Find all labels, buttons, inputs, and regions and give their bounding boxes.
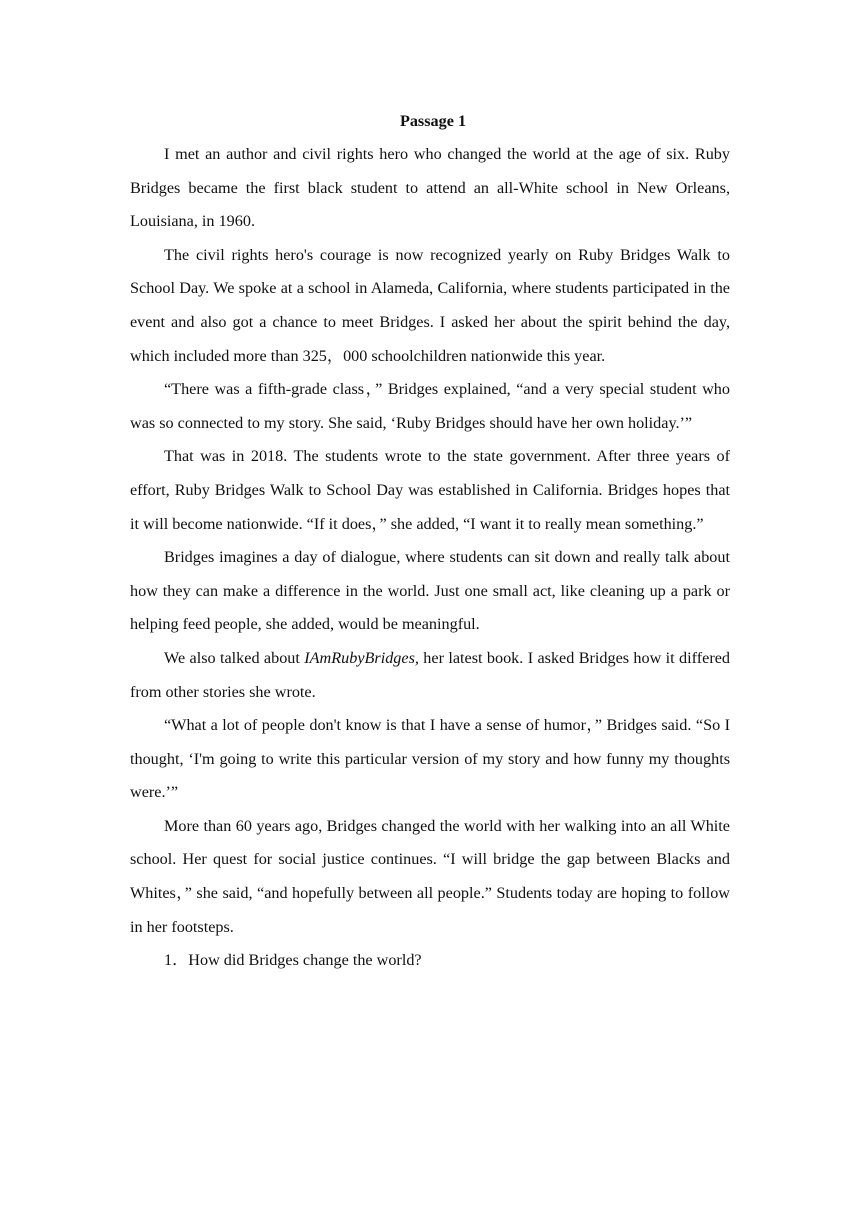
paragraph-6-after: her latest book. I asked Bridges how it differed from other stories she wrote. [130,648,730,701]
paragraph-6 [130,642,730,709]
paragraph-7: “What a lot of people don't know is that I have a sense of humor，” Bridges said. “So I thought, ‘I'm going to write this particular version of my story and how funny my thoughts were.’” [130,716,730,802]
paragraph-1: I met an author and civil rights hero who changed the world at the age of six. Ruby Bridges became the first black student to attend an all-White school in New Orleans, Louisiana, in 1960. [130,145,730,231]
passage-title: Passage 1 [399,112,467,130]
paragraph-3: “There was a fifth-grade class，” Bridges explained, “and a very special student who was so connected to my story. She said, ‘Ruby Bridges should have her own holiday.’” [130,380,730,432]
question-1: 1．How did Bridges change the world? [164,951,422,970]
paragraph-4: That was in 2018. The students wrote to the state government. After three years of effort, Ruby Bridges Walk to School Day was established in California. Bridges hopes that it will become nationwide. “If it does，” she added, “I want it to really mean something.” [130,447,730,533]
paragraph-5: Bridges imagines a day of dialogue, where students can sit down and really talk about how they can make a difference in the world. Just one small act, like cleaning up a park or helping feed people, she added, would be meaningful. [130,548,730,634]
book-title: IAmRubyBridges, [304,648,419,667]
paragraph-2: The civil rights hero's courage is now recognized yearly on Ruby Bridges Walk to School Day. We spoke at a school in Alameda, California, where students participated in the event and also got a chance to meet Bridges. I asked her about the spirit behind the day, which included more than 325，000 schoolchildren nationwide this year. [130,245,730,365]
paragraph-6-before: We also talked about [164,648,305,667]
paragraph-8: More than 60 years ago, Bridges changed the world with her walking into an all White school. Her quest for social justice continues. “I will bridge the gap between Blacks and Whites，” she said, “and hopefully between all people.” Students today are hoping to follow in her footsteps. [130,816,730,936]
passage-body [130,104,730,978]
